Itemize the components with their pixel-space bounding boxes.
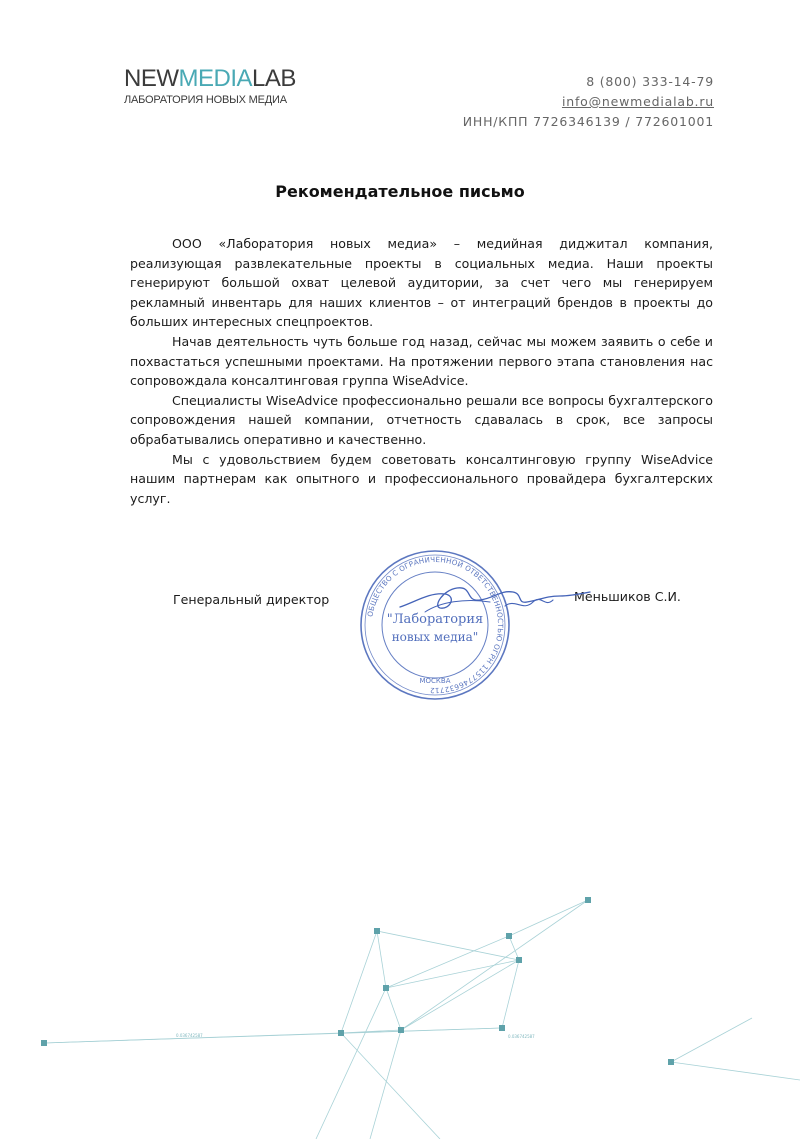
stamp-center-line-1: "Лаборатория bbox=[386, 612, 484, 627]
logo-part-new: NEW bbox=[124, 65, 179, 92]
letter-title: Рекомендательное письмо bbox=[275, 182, 525, 201]
inn-kpp: ИНН/КПП 7726346139 / 772601001 bbox=[462, 114, 714, 129]
phone-number: 8 (800) 333-14-79 bbox=[586, 74, 714, 89]
stamp-city: МОСКВА bbox=[419, 677, 451, 685]
stamp-outer-text: ОБЩЕСТВО С ОГРАНИЧЕННОЙ ОТВЕТСТВЕННОСТЬЮ ОГРН 1157746632712 bbox=[365, 554, 506, 696]
paragraph: ООО «Лаборатория новых медиа» – медийная диджитал компания, реализующая развлекательные проекты в социальных медиа. Наши проекты генерируют большой охват целевой аудитории, за счет чего мы генерируем рекламный инвентарь для наших клиентов – от интеграций брендов в проекты до больших интересных спецпроектов. bbox=[130, 236, 713, 330]
logo-wordmark bbox=[124, 66, 296, 92]
email-link[interactable]: info@newmedialab.ru bbox=[561, 94, 714, 109]
network-node-label: 0.036742587 bbox=[508, 1034, 535, 1039]
letter-body bbox=[130, 234, 713, 508]
logo-part-lab: LAB bbox=[252, 65, 296, 92]
network-node-label: 0.036742587 bbox=[176, 1033, 203, 1038]
handwritten-signature bbox=[395, 572, 595, 632]
signer-name: Меньшиков С.И. bbox=[574, 589, 681, 604]
paragraph: Специалисты WiseAdvice профессионально решали все вопросы бухгалтерского сопровождения нашей компании, отчетность сдавалась в срок, все запросы обрабатывались оперативно и качественно. bbox=[130, 392, 713, 447]
logo-subtitle: ЛАБОРАТОРИЯ НОВЫХ МЕДИА bbox=[124, 94, 287, 106]
stamp-center-line-2: новых медиа" bbox=[391, 630, 479, 644]
paragraph: Мы с удовольствием будем советовать консалтинговую группу WiseAdvice нашим партнерам как опытного и профессионального провайдера бухгалтерских услуг. bbox=[130, 451, 713, 506]
signer-position: Генеральный директор bbox=[173, 592, 330, 607]
decorative-network-graphic bbox=[0, 880, 800, 1139]
company-logo bbox=[124, 66, 296, 106]
contact-block bbox=[463, 72, 714, 132]
logo-part-media: MEDIA bbox=[178, 65, 253, 92]
paragraph: Начав деятельность чуть больше год назад, сейчас мы можем заявить о себе и похвастаться успешными проектами. На протяжении первого этапа становления нас сопровождала консалтинговая группа WiseAdvice. bbox=[130, 333, 713, 389]
